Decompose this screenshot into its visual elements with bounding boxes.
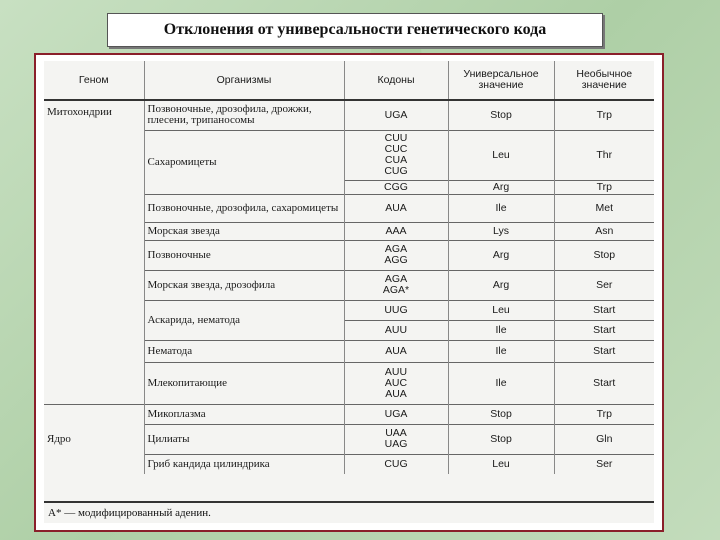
unusual-cell: Start xyxy=(554,320,654,340)
universal-cell: Leu xyxy=(448,300,554,320)
universal-cell: Arg xyxy=(448,270,554,300)
slide-title: Отклонения от универсальности генетического кода xyxy=(107,13,603,47)
codon-cell xyxy=(344,240,448,270)
universal-cell: Arg xyxy=(448,240,554,270)
unusual-cell: Asn xyxy=(554,222,654,240)
organism-cell: Млекопитающие xyxy=(144,362,344,404)
header-genome: Геном xyxy=(44,61,144,100)
codon-cell xyxy=(344,100,448,130)
unusual-cell: Trp xyxy=(554,404,654,424)
unusual-cell: Ser xyxy=(554,454,654,474)
codon-cell xyxy=(344,362,448,404)
codon: CUG xyxy=(384,165,408,177)
codon-cell xyxy=(344,130,448,180)
codon-cell xyxy=(344,454,448,474)
universal-cell: Leu xyxy=(448,454,554,474)
footnote: A* — модифицированный аденин. xyxy=(48,507,211,519)
organism-cell: Позвоночные xyxy=(144,240,344,270)
table-row xyxy=(44,100,654,130)
universal-cell: Lys xyxy=(448,222,554,240)
universal-cell: Ile xyxy=(448,320,554,340)
organism-cell: Микоплазма xyxy=(144,404,344,424)
organism-cell: Цилиаты xyxy=(144,424,344,454)
codon: UAA xyxy=(385,427,407,439)
codon-cell xyxy=(344,270,448,300)
universal-cell: Ile xyxy=(448,194,554,222)
unusual-cell: Start xyxy=(554,362,654,404)
codon: CUU xyxy=(384,132,408,144)
universal-cell: Ile xyxy=(448,340,554,362)
unusual-cell: Stop xyxy=(554,240,654,270)
table-row xyxy=(44,404,654,424)
codon-cell xyxy=(344,194,448,222)
codon-cell xyxy=(344,222,448,240)
organism-cell: Позвоночные, дрозофила, дрожжи, плесени, трипаносомы xyxy=(144,100,344,130)
codon: AUU xyxy=(384,365,408,378)
codon: AGA xyxy=(384,273,408,285)
table-frame xyxy=(34,53,664,532)
codon: AUA xyxy=(385,201,407,214)
codon: AUA xyxy=(385,344,407,357)
unusual-cell: Trp xyxy=(554,180,654,194)
organism-cell: Аскарида, нематода xyxy=(144,300,344,340)
codon-cell xyxy=(344,404,448,424)
codon: CUG xyxy=(384,457,408,470)
genetic-code-table xyxy=(44,61,654,474)
unusual-cell: Start xyxy=(554,300,654,320)
codon-cell xyxy=(344,320,448,340)
unusual-cell: Ser xyxy=(554,270,654,300)
organism-cell: Морская звезда, дрозофила xyxy=(144,270,344,300)
codon: UAG xyxy=(384,438,408,450)
genome-mito: Митохондрии xyxy=(47,106,112,118)
codon-cell xyxy=(344,300,448,320)
header-universal: Универсальное значение xyxy=(448,61,554,100)
codon: CUA xyxy=(384,154,408,166)
codon: AGG xyxy=(384,254,408,266)
codon: AGA xyxy=(384,243,408,255)
unusual-cell: Gln xyxy=(554,424,654,454)
organism-cell: Морская звезда xyxy=(144,222,344,240)
codon: AUC xyxy=(384,376,408,389)
unusual-cell: Trp xyxy=(554,100,654,130)
genome-nucleus: Ядро xyxy=(44,404,144,474)
organism-cell: Гриб кандида цилиндрика xyxy=(144,454,344,474)
universal-cell: Stop xyxy=(448,424,554,454)
codon-cell xyxy=(344,180,448,194)
codon: CUC xyxy=(384,143,408,155)
unusual-cell: Start xyxy=(554,340,654,362)
universal-cell: Leu xyxy=(448,130,554,180)
organism-cell: Сахаромицеты xyxy=(144,130,344,194)
scanned-table xyxy=(44,61,654,523)
organism-cell: Нематода xyxy=(144,340,344,362)
codon: AUU xyxy=(384,323,408,336)
codon-cell xyxy=(344,424,448,454)
universal-cell: Ile xyxy=(448,362,554,404)
codon: CGG xyxy=(384,180,408,193)
universal-cell: Arg xyxy=(448,180,554,194)
header-organisms: Организмы xyxy=(144,61,344,100)
header-codons: Кодоны xyxy=(344,61,448,100)
header-unusual: Необычное значение xyxy=(554,61,654,100)
codon: AUA xyxy=(385,387,407,400)
universal-cell: Stop xyxy=(448,100,554,130)
codon: AAA xyxy=(385,224,407,237)
codon: UGA xyxy=(384,407,408,420)
codon: UGA xyxy=(384,108,408,121)
organism-cell: Позвоночные, дрозофила, сахаромицеты xyxy=(144,194,344,222)
universal-cell: Stop xyxy=(448,404,554,424)
codon-cell xyxy=(344,340,448,362)
unusual-cell: Thr xyxy=(554,130,654,180)
codon: UUG xyxy=(384,303,408,316)
unusual-cell: Met xyxy=(554,194,654,222)
codon: AGA* xyxy=(382,284,410,296)
